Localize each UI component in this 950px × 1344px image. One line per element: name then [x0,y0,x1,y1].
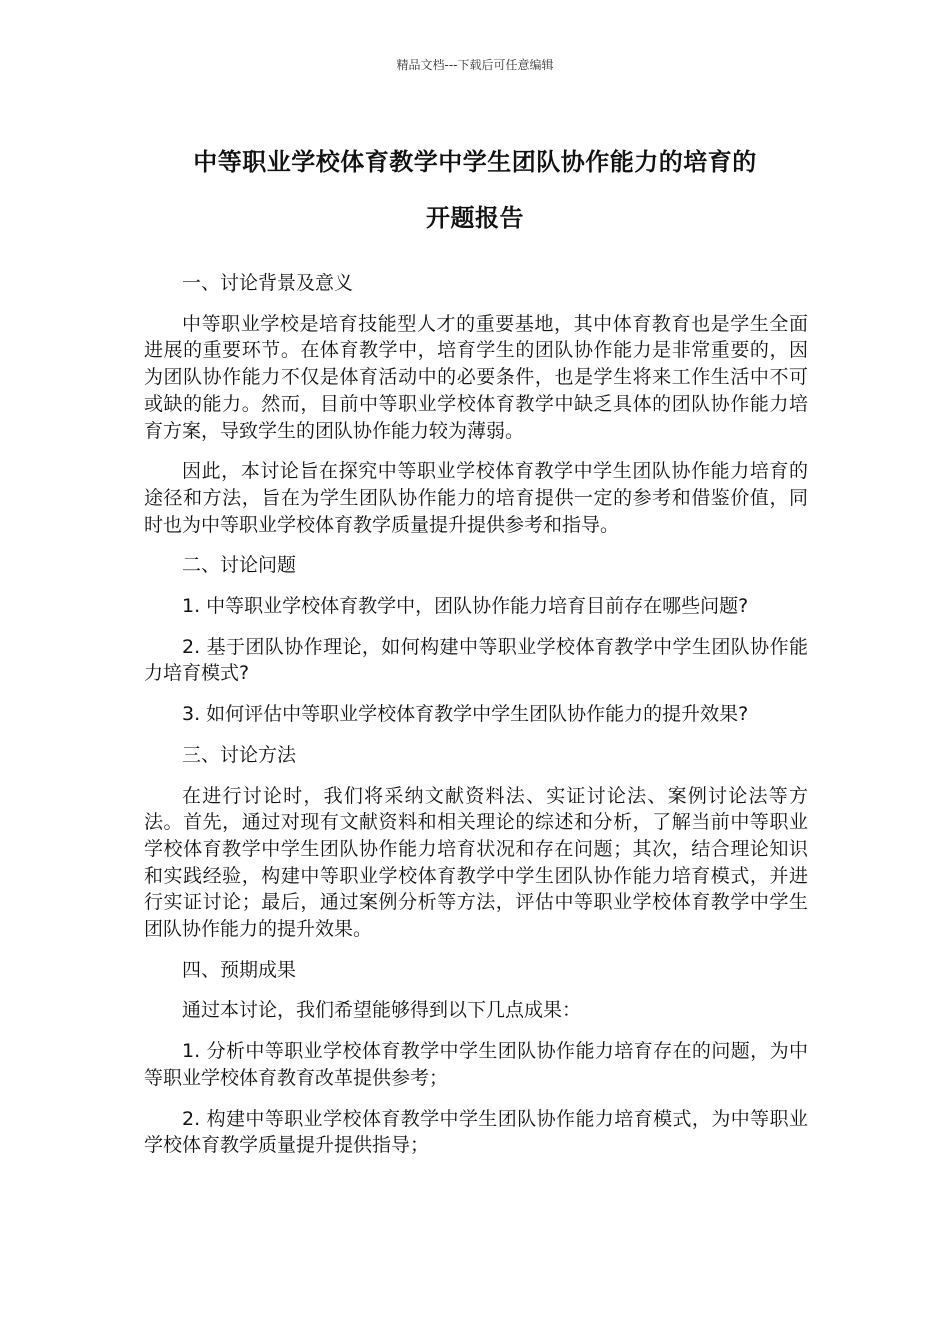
document-body [144,270,808,1173]
paragraph: 中等职业学校是培育技能型人才的重要基地，其中体育教育也是学生全面进展的重要环节。在体育教学中，培育学生的团队协作能力是非常重要的，因为团队协作能力不仅是体育活动中的必要条件，也是学生将来工作生活中不可或缺的能力。然而，目前中等职业学校体育教学中缺乏具体的团队协作能力培育方案，导致学生的团队协作能力较为薄弱。 [144,312,808,442]
list-item: 2. 构建中等职业学校体育教学中学生团队协作能力培育模式，为中等职业学校体育教学质量提升提供指导； [144,1107,808,1157]
list-item: 1. 中等职业学校体育教学中，团队协作能力培育目前存在哪些问题? [182,595,749,618]
title-line-2: 开题报告 [426,204,524,232]
section-heading-questions: 二、讨论问题 [182,554,297,577]
paragraph: 在进行讨论时，我们将采纳文献资料法、实证讨论法、案例讨论法等方法。首先，通过对现有文献资料和相关理论的综述和分析，了解当前中等职业学校体育教学中学生团队协作能力培育状况和存在问题；其次，结合理论知识和实践经验，构建中等职业学校体育教学中学生团队协作能力培育模式，并进行实证讨论；最后，通过案例分析等方法，评估中等职业学校体育教学中学生团队协作能力的提升效果。 [144,784,808,941]
title-line-1: 中等职业学校体育教学中学生团队协作能力的培育的 [193,148,757,176]
section-heading-methods: 三、讨论方法 [182,743,297,766]
paragraph: 通过本讨论，我们希望能够得到以下几点成果： [182,999,582,1022]
list-item: 2. 基于团队协作理论，如何构建中等职业学校体育教学中学生团队协作能力培育模式? [144,635,808,685]
list-item: 1. 分析中等职业学校体育教学中学生团队协作能力培育存在的问题，为中等职业学校体育教育改革提供参考； [144,1040,808,1089]
page-header: 精品文档---下载后可任意编辑 [396,58,554,72]
section-heading-outcomes: 四、预期成果 [182,958,297,981]
section-heading-background: 一、讨论背景及意义 [182,272,354,294]
list-item: 3. 如何评估中等职业学校体育教学中学生团队协作能力的提升效果? [182,703,749,726]
document-title [120,134,830,246]
paragraph: 因此，本讨论旨在探究中等职业学校体育教学中学生团队协作能力培育的途径和方法，旨在为学生团队协作能力的培育提供一定的参考和借鉴价值，同时也为中等职业学校体育教学质量提升提供参考和指导。 [144,460,808,536]
